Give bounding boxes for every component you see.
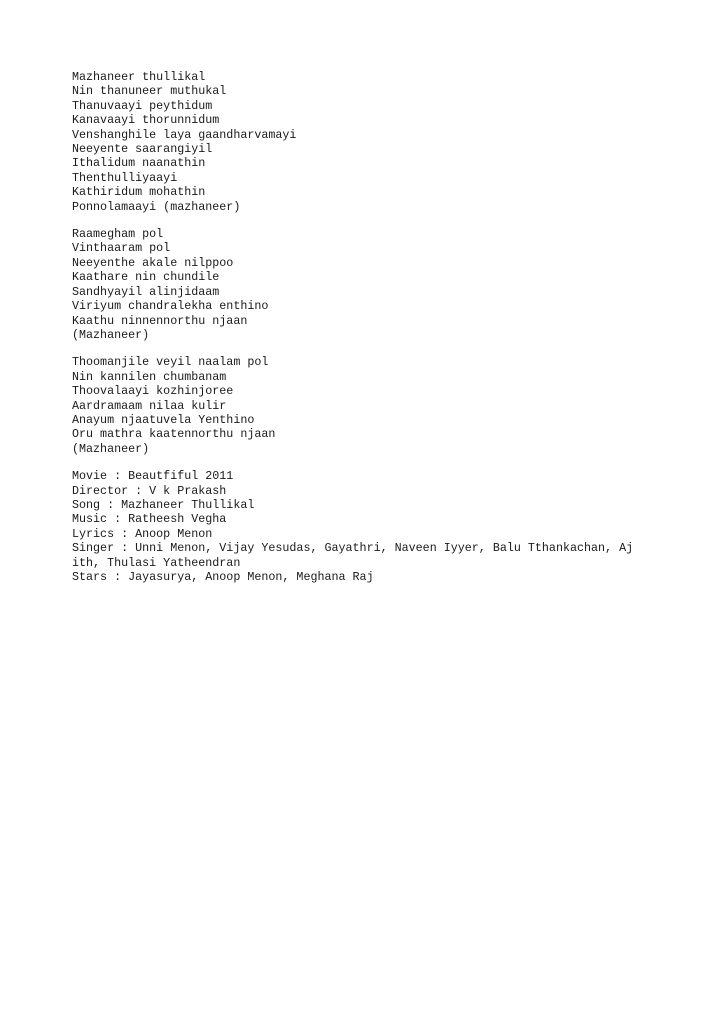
lyrics-document (72, 70, 672, 597)
lyric-line: Neeyente saarangiyil (72, 142, 213, 157)
lyric-line: Oru mathra kaatennorthu njaan (72, 427, 276, 442)
lyric-line: Venshanghile laya gaandharvamayi (72, 127, 297, 142)
lyric-line: Anayum njaatuvela Yenthino (72, 412, 255, 427)
lyric-line: Sandhyayil alinjidaam (72, 284, 220, 299)
song-credits (72, 469, 672, 584)
lyric-line: Kaathare nin chundile (72, 270, 220, 285)
credit-line: Song : Mazhaneer Thullikal (72, 497, 255, 512)
lyric-line: Ponnolamaayi (mazhaneer) (72, 199, 241, 214)
lyric-line: Thoovalaayi kozhinjoree (72, 384, 234, 399)
credit-line: Movie : Beautfiful 2011 (72, 469, 234, 484)
lyric-line: Ithalidum naanathin (72, 156, 206, 171)
lyric-line: Raamegham pol (72, 227, 164, 242)
credit-line: Singer : Unni Menon, Vijay Yesudas, Gayathri, Naveen Iyyer, Balu Tthankachan, Aj (72, 541, 634, 556)
lyric-line: Thoomanjile veyil naalam pol (72, 355, 269, 370)
stanza-verse-1 (72, 227, 672, 342)
lyric-line: Nin kannilen chumbanam (72, 369, 227, 384)
credit-line: Director : V k Prakash (72, 483, 227, 498)
lyric-line: (Mazhaneer) (72, 441, 150, 456)
lyric-line: Thanuvaayi peythidum (72, 98, 213, 113)
lyric-line: Neeyenthe akale nilppoo (72, 255, 234, 270)
lyric-line: Kanavaayi thorunnidum (72, 113, 220, 128)
lyric-line: Nin thanuneer muthukal (72, 84, 227, 99)
stanza-chorus (72, 70, 672, 214)
credit-line: Stars : Jayasurya, Anoop Menon, Meghana Raj (72, 570, 374, 584)
lyric-line: Thenthulliyaayi (72, 170, 178, 185)
lyric-line: Kathiridum mohathin (72, 185, 206, 200)
stanza-verse-2 (72, 355, 672, 456)
lyric-line: Vinthaaram pol (72, 241, 171, 256)
credit-line: Lyrics : Anoop Menon (72, 526, 213, 541)
credit-line: Music : Ratheesh Vegha (72, 512, 227, 527)
lyric-line: Mazhaneer thullikal (72, 70, 206, 84)
lyric-line: Kaathu ninnennorthu njaan (72, 313, 248, 328)
lyric-line: (Mazhaneer) (72, 327, 150, 342)
lyric-line: Viriyum chandralekha enthino (72, 299, 269, 314)
credit-line: ith, Thulasi Yatheendran (72, 555, 241, 570)
lyric-line: Aardramaam nilaa kulir (72, 398, 227, 413)
